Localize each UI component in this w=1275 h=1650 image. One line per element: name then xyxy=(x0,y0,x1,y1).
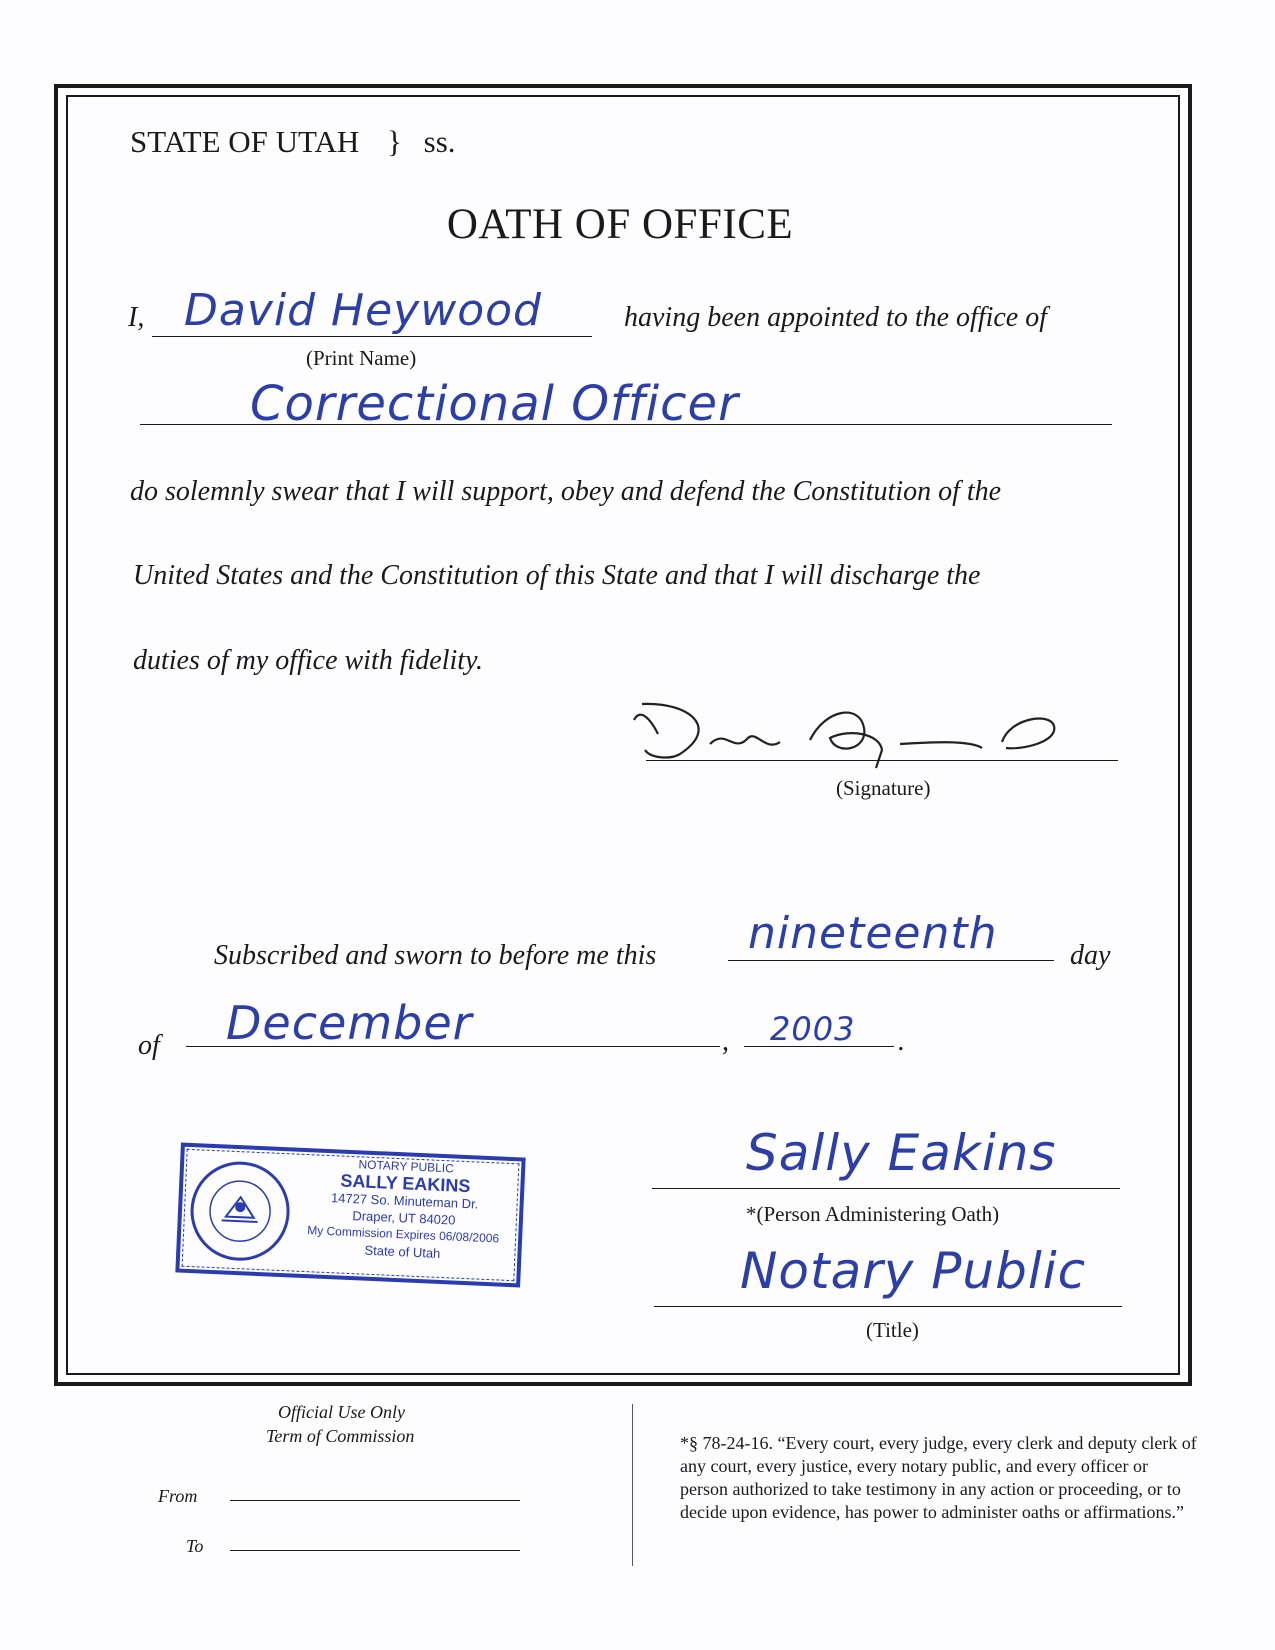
handwritten-month: December xyxy=(226,996,473,1050)
state-seal-icon xyxy=(186,1157,294,1265)
state-heading xyxy=(130,124,456,160)
stamp-line-5: My Commission Expires 06/08/2006 xyxy=(306,1223,500,1246)
oath-body-line-2: United States and the Constitution of this State and that I will discharge the xyxy=(133,560,981,591)
handwritten-year: 2003 xyxy=(770,1010,856,1048)
statute-text: *§ 78-24-16. “Every court, every judge, every clerk and deputy clerk of any court, every justice, every notary public, and every officer or person authorized to take testimony in any action or proceeding, or to decide upon evidence, has power to administer oaths or affirmations.” xyxy=(680,1433,1197,1522)
to-line xyxy=(230,1550,520,1551)
to-label: To xyxy=(186,1536,204,1556)
footer-divider xyxy=(632,1404,633,1566)
stamp-line-3: 14727 So. Minuteman Dr. xyxy=(330,1190,479,1212)
brace: } xyxy=(387,124,402,159)
handwritten-name: David Heywood xyxy=(184,285,542,336)
date-period: . xyxy=(898,1026,905,1057)
administrator-line xyxy=(652,1188,1120,1189)
notary-stamp xyxy=(175,1143,525,1288)
stamp-line-6: State of Utah xyxy=(364,1242,441,1261)
of-word: of xyxy=(138,1030,160,1061)
day-line xyxy=(728,960,1054,961)
oath-prefix: I, xyxy=(128,302,145,333)
handwritten-day: nineteenth xyxy=(748,908,998,959)
stamp-line-4: Draper, UT 84020 xyxy=(352,1208,456,1228)
signature-line xyxy=(646,760,1118,761)
sworn-text: Subscribed and sworn to before me this xyxy=(214,940,657,971)
administrator-label: *(Person Administering Oath) xyxy=(746,1202,1000,1226)
title-line xyxy=(654,1306,1122,1307)
document-title: OATH OF OFFICE xyxy=(446,201,794,248)
signature-label: (Signature) xyxy=(836,776,931,800)
handwritten-office: Correctional Officer xyxy=(250,376,739,432)
date-comma: , xyxy=(722,1026,729,1057)
print-name-label: (Print Name) xyxy=(306,346,417,370)
from-line xyxy=(230,1500,520,1501)
state-name: STATE OF UTAH xyxy=(130,124,360,159)
from-label: From xyxy=(158,1486,198,1506)
handwritten-title: Notary Public xyxy=(740,1242,1087,1300)
stamp-line-1: NOTARY PUBLIC xyxy=(358,1157,455,1176)
stamp-line-2: SALLY EAKINS xyxy=(340,1170,471,1197)
handwritten-administrator: Sally Eakins xyxy=(746,1124,1057,1182)
ss-abbrev: ss. xyxy=(423,124,456,159)
oath-body-line-1: do solemnly swear that I will support, obey and defend the Constitution of the xyxy=(130,476,1002,507)
appointed-text: having been appointed to the office of xyxy=(624,302,1048,333)
oath-body-line-3: duties of my office with fidelity. xyxy=(133,645,483,676)
official-use-label: Official Use Only xyxy=(278,1402,405,1422)
day-word: day xyxy=(1070,940,1111,971)
name-line xyxy=(152,336,592,337)
title-label: (Title) xyxy=(866,1318,919,1342)
term-label: Term of Commission xyxy=(266,1426,415,1446)
